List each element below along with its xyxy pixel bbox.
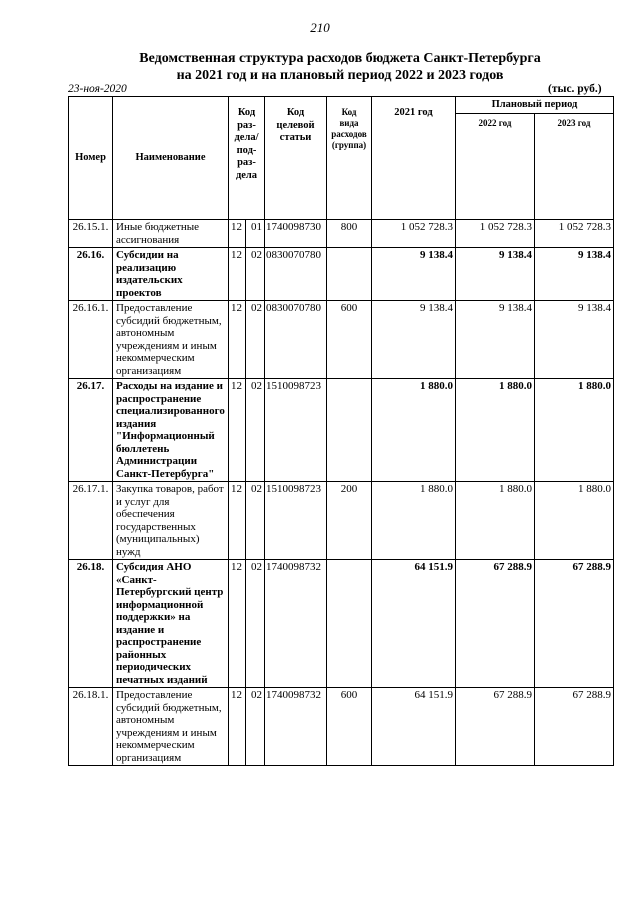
- row-section: 12: [229, 248, 246, 301]
- header-row-1: [69, 97, 614, 114]
- row-subsection: 01: [246, 220, 265, 248]
- row-subsection: 02: [246, 482, 265, 560]
- row-2023: 67 288.9: [535, 560, 614, 688]
- header-section: Код раз- дела/ под- раз- дела: [229, 97, 265, 220]
- header-2023: 2023 год: [535, 114, 614, 220]
- row-number: 26.15.1.: [69, 220, 113, 248]
- table-row: [69, 482, 614, 560]
- row-expense-type: 200: [327, 482, 372, 560]
- row-name: Закупка товаров, работ и услуг для обеспечения государственных (муниципальных) нужд: [113, 482, 229, 560]
- row-target: 1740098730: [265, 220, 327, 248]
- row-2022: 1 880.0: [456, 379, 535, 482]
- title-line-2: на 2021 год и на плановый период 2022 и 2023 годов: [176, 68, 504, 83]
- table-row: [69, 220, 614, 248]
- table-body: [69, 220, 614, 766]
- row-2022: 9 138.4: [456, 301, 535, 379]
- row-section: 12: [229, 482, 246, 560]
- row-name: Иные бюджетные ассигнования: [113, 220, 229, 248]
- table-row: [69, 379, 614, 482]
- row-2023: 67 288.9: [535, 688, 614, 766]
- row-number: 26.16.1.: [69, 301, 113, 379]
- document-title: [40, 50, 640, 84]
- row-subsection: 02: [246, 379, 265, 482]
- row-2021: 1 052 728.3: [372, 220, 456, 248]
- table-row: [69, 688, 614, 766]
- table-row: [69, 560, 614, 688]
- table-row: [69, 301, 614, 379]
- row-name: Предоставление субсидий бюджетным, автономным учреждениям и иным некоммерческим организациям: [113, 688, 229, 766]
- row-section: 12: [229, 220, 246, 248]
- row-target: 1740098732: [265, 688, 327, 766]
- row-expense-type: [327, 248, 372, 301]
- row-expense-type: 800: [327, 220, 372, 248]
- row-name: Субсидия АНО «Санкт-Петербургский центр информационной поддержки» на издание и распространение районных периодических печатных изданий: [113, 560, 229, 688]
- row-2021: 1 880.0: [372, 482, 456, 560]
- row-section: 12: [229, 560, 246, 688]
- row-2023: 1 880.0: [535, 482, 614, 560]
- title-line-1: Ведомственная структура расходов бюджета Санкт-Петербурга: [139, 51, 541, 66]
- row-number: 26.18.: [69, 560, 113, 688]
- row-name: Расходы на издание и распространение специализированного издания "Информационный бюллетень Администрации Санкт-Петербурга": [113, 379, 229, 482]
- header-expense-type: Код вида расходов (группа): [327, 97, 372, 220]
- row-target: 0830070780: [265, 248, 327, 301]
- row-expense-type: 600: [327, 301, 372, 379]
- row-name: Предоставление субсидий бюджетным, автономным учреждениям и иным некоммерческим организациям: [113, 301, 229, 379]
- row-2022: 9 138.4: [456, 248, 535, 301]
- row-name: Субсидии на реализацию издательских проектов: [113, 248, 229, 301]
- row-2021: 9 138.4: [372, 248, 456, 301]
- row-target: 1740098732: [265, 560, 327, 688]
- row-number: 26.16.: [69, 248, 113, 301]
- header-number: Номер: [69, 97, 113, 220]
- row-number: 26.18.1.: [69, 688, 113, 766]
- header-2022: 2022 год: [456, 114, 535, 220]
- row-target: 1510098723: [265, 379, 327, 482]
- row-subsection: 02: [246, 301, 265, 379]
- header-name: Наименование: [113, 97, 229, 220]
- row-2022: 1 052 728.3: [456, 220, 535, 248]
- row-2021: 1 880.0: [372, 379, 456, 482]
- page-number: 210: [310, 20, 330, 35]
- units-label: (тыс. руб.): [548, 83, 602, 95]
- row-expense-type: [327, 560, 372, 688]
- row-2022: 1 880.0: [456, 482, 535, 560]
- header-planned-period: Плановый период: [456, 97, 614, 114]
- row-target: 0830070780: [265, 301, 327, 379]
- header-2021: 2021 год: [372, 97, 456, 220]
- row-2021: 64 151.9: [372, 688, 456, 766]
- row-expense-type: 600: [327, 688, 372, 766]
- row-2023: 1 880.0: [535, 379, 614, 482]
- row-section: 12: [229, 301, 246, 379]
- row-number: 26.17.1.: [69, 482, 113, 560]
- row-number: 26.17.: [69, 379, 113, 482]
- table-row: [69, 248, 614, 301]
- budget-table: [68, 96, 614, 766]
- row-subsection: 02: [246, 560, 265, 688]
- row-expense-type: [327, 379, 372, 482]
- row-2021: 64 151.9: [372, 560, 456, 688]
- row-subsection: 02: [246, 248, 265, 301]
- row-section: 12: [229, 379, 246, 482]
- header-target: Код целевой статьи: [265, 97, 327, 220]
- row-2023: 9 138.4: [535, 248, 614, 301]
- row-target: 1510098723: [265, 482, 327, 560]
- document-date: 23-ноя-2020: [68, 83, 127, 95]
- row-2021: 9 138.4: [372, 301, 456, 379]
- row-2022: 67 288.9: [456, 688, 535, 766]
- row-section: 12: [229, 688, 246, 766]
- row-2023: 1 052 728.3: [535, 220, 614, 248]
- row-2023: 9 138.4: [535, 301, 614, 379]
- row-subsection: 02: [246, 688, 265, 766]
- row-2022: 67 288.9: [456, 560, 535, 688]
